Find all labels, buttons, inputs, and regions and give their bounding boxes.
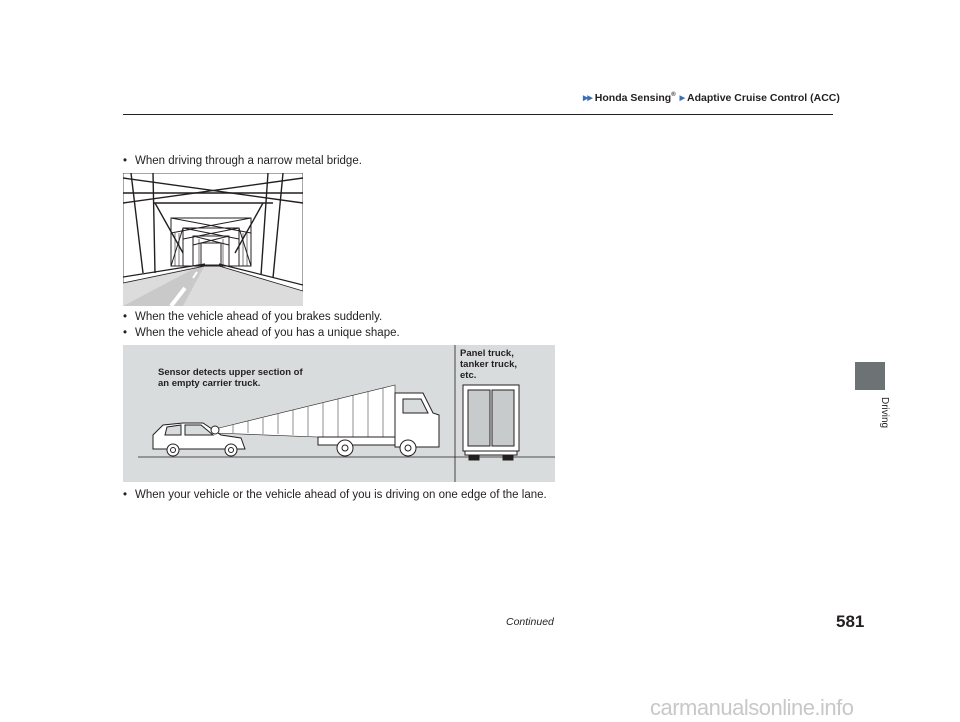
bullet-icon: • <box>123 489 128 501</box>
double-arrow-icon: ▶▶ <box>583 95 592 102</box>
bullet-icon: • <box>123 155 128 167</box>
header-rule <box>123 114 833 115</box>
bullet-item: • When driving through a narrow metal bridge. <box>123 155 362 167</box>
breadcrumb-acc[interactable]: Adaptive Cruise Control (ACC) <box>687 92 840 104</box>
bridge-illustration <box>123 173 303 306</box>
bullet-icon: • <box>123 311 128 323</box>
sensor-label: Sensor detects upper section of an empty carrier truck. <box>158 367 303 389</box>
bullet-item: • When your vehicle or the vehicle ahead of you is driving on one edge of the lane. <box>123 489 547 501</box>
continued-note: Continued <box>506 616 554 628</box>
bullet-icon: • <box>123 327 128 339</box>
bullet-item: • When the vehicle ahead of you has a unique shape. <box>123 327 400 339</box>
watermark: carmanualsonline.info <box>650 695 854 720</box>
breadcrumb <box>583 92 840 104</box>
section-label: Driving <box>879 396 890 429</box>
page-number: 581 <box>836 612 865 631</box>
section-tab[interactable] <box>855 362 885 390</box>
panel-truck-label: Panel truck, tanker truck, etc. <box>460 348 518 381</box>
breadcrumb-honda-sensing[interactable]: Honda Sensing® <box>594 92 676 104</box>
arrow-icon: ▶ <box>679 95 685 102</box>
bullet-item: • When the vehicle ahead of you brakes suddenly. <box>123 311 383 323</box>
